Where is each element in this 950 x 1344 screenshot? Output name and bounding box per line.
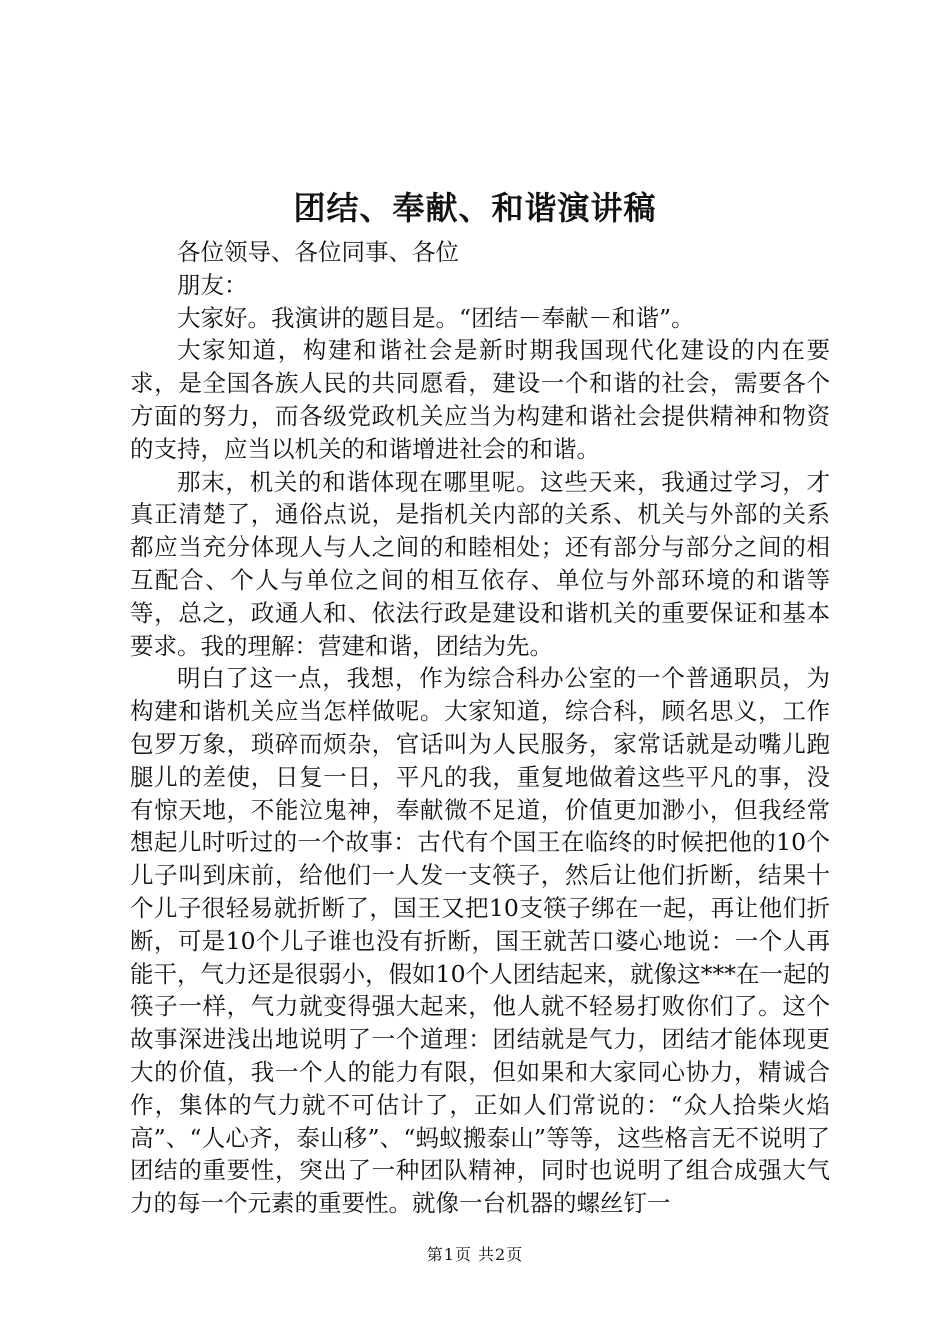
paragraph-unity-story: 明白了这一点，我想，作为综合科办公室的一个普通职员，为构建和谐机关应当怎样做呢。大家知道，综合科，顾名思义，工作包罗万象，琐碎而烦杂，官话叫为人民服务，家常话就是动嘴儿跑腿儿的差使，日复一日，平凡的我，重复地做着这些平凡的事，没有惊天地，不能泣鬼神，奉献微不足道，价值更加渺小，但我经常想起儿时听过的一个故事：古代有个国王在临终的时候把他的10个儿子叫到床前，给他们一人发一支筷子，然后让他们折断，结果十个儿子很轻易就折断了，国王又把10支筷子绑在一起，再让他们折断，可是10个儿子谁也没有折断，国王就苦口婆心地说：一个人再能干，气力还是很弱小，假如10个人团结起来，就像这***在一起的筷子一样，气力就变得强大起来，他人就不轻易打败你们了。这个故事深进浅出地说明了一个道理：团结就是气力，团结才能体现更大的价值，我一个人的能力有限，但如果和大家同心协力，精诚合作，集体的气力就不可估计了，正如人们常说的：“众人拾柴火焰高”、“人心齐，泰山移”、“蚂蚁搬泰山”等等，这些格言无不说明了团结的重要性，突出了一种团队精神，同时也说明了组合成强大气力的每一个元素的重要性。就像一台机器的螺丝钉一 <box>130 664 830 1218</box>
greeting-line-1: 各位领导、各位同事、各位 <box>177 238 459 266</box>
document-body <box>130 236 830 1220</box>
paragraph-opening: 大家好。我演讲的题目是。“团结－奉献－和谐”。 <box>177 303 695 332</box>
document-title: 团结、奉献、和谐演讲稿 <box>293 189 657 227</box>
paragraph-harmony-office: 那末，机关的和谐体现在哪里呢。这些天来，我通过学习，才真正清楚了，通俗点说，是指机关内部的关系、机关与外部的关系都应当充分体现人与人之间的和睦相处；还有部分与部分之间的相互配合、个人与单位之间的相互依存、单位与外部环境的和谐等等，总之，政通人和、依法行政是建设和谐机关的重要保证和基本要求。我的理解：营建和谐，团结为先。 <box>130 467 830 660</box>
greeting-line-2: 朋友： <box>177 270 248 299</box>
page-footer: 第1页 共2页 <box>426 1245 524 1264</box>
paragraph-harmony-society: 大家知道，构建和谐社会是新时期我国现代化建设的内在要求，是全国各族人民的共同愿看，建设一个和谐的社会，需要各个方面的努力，而各级党政机关应当为构建和谐社会提供精神和物资的支持，应当以机关的和谐增进社会的和谐。 <box>130 336 830 463</box>
